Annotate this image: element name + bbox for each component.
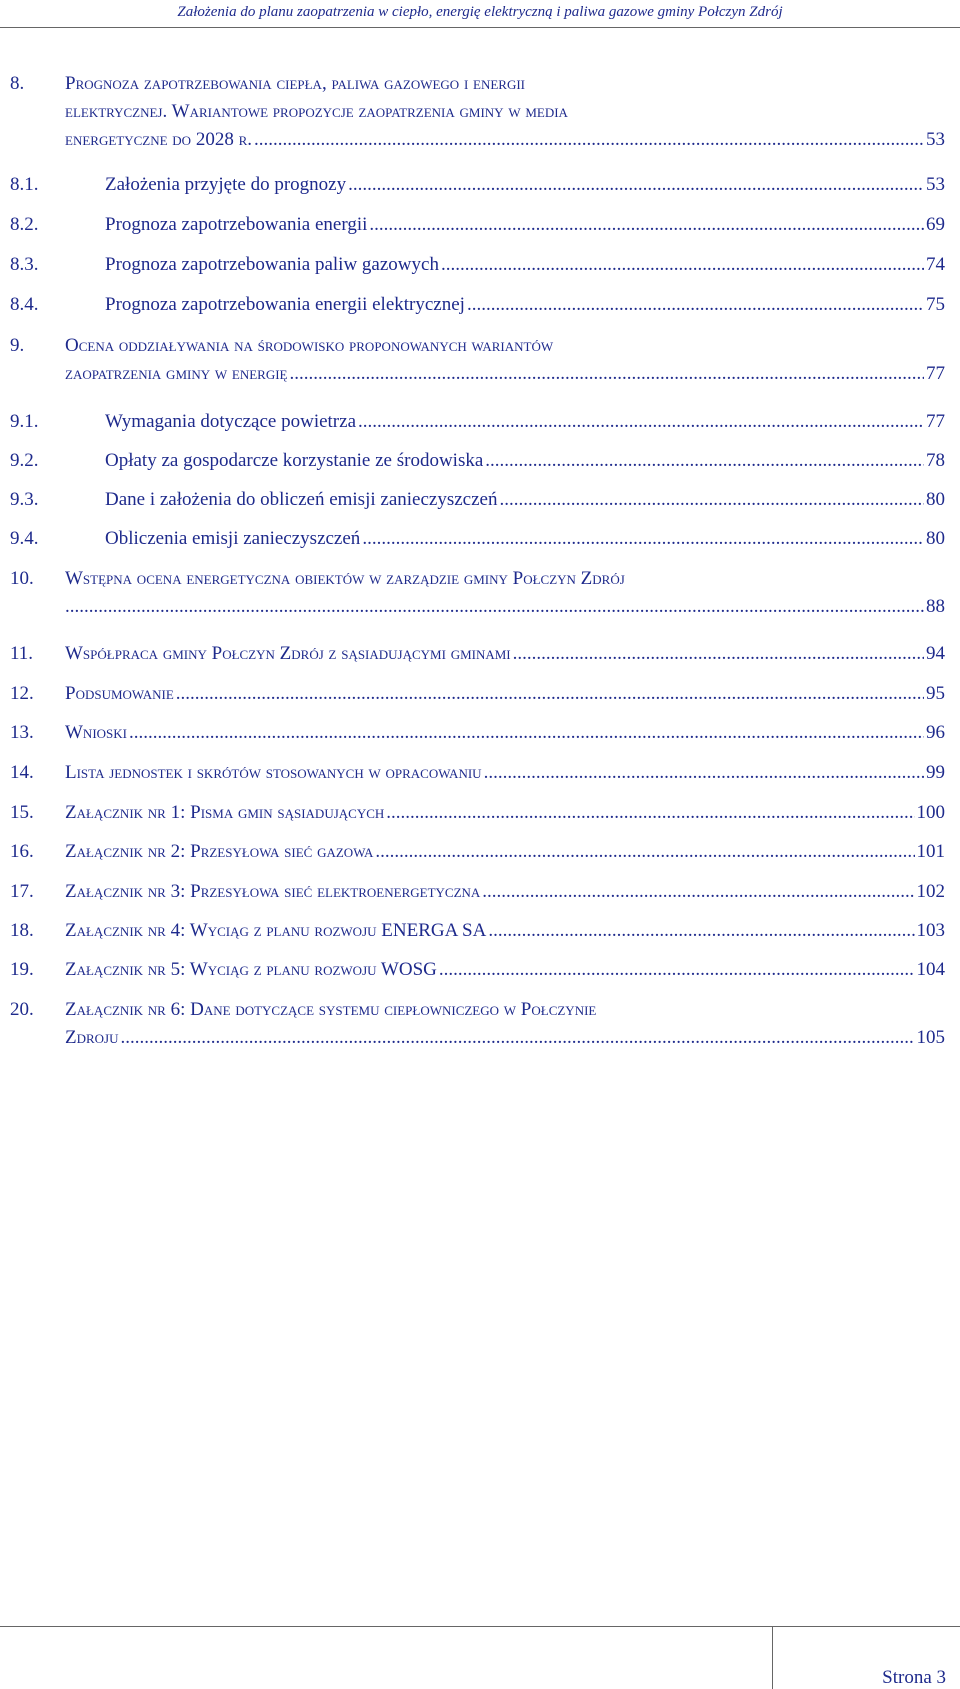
running-header [0,0,960,30]
toc-page-number: 94 [926,643,945,664]
toc-line [105,408,945,436]
toc-line [105,171,945,199]
toc-entry-body [65,996,945,1052]
toc-line [65,759,945,787]
toc-page-number: 77 [926,411,945,432]
toc-entry-body [105,486,945,514]
toc-title: Zdroju [65,1027,119,1048]
toc-line [105,447,945,475]
toc-line [65,640,945,668]
toc-line [65,565,945,593]
toc-line [65,917,945,945]
toc-entry-body [65,719,945,747]
dot-leader [358,408,924,436]
dot-leader [499,486,924,514]
toc-number: 15. [10,802,34,823]
toc-title: Wnioski [65,722,127,743]
toc-number: 8.4. [10,294,39,315]
toc-page-number: 77 [926,363,945,384]
dot-leader [441,251,924,279]
toc-page-number: 95 [926,683,945,704]
toc-title: Wymagania dotyczące powietrza [105,411,356,432]
dot-leader [65,593,924,621]
page-number-label: Strona 3 [882,1667,946,1688]
toc-title: Opłaty za gospodarcze korzystanie ze środowiska [105,450,484,471]
toc-title: Współpraca gminy Połczyn Zdrój z sąsiadującymi gminami [65,643,511,664]
toc-entry-10[interactable] [10,565,945,621]
toc-entry-body [65,838,945,866]
toc-line [65,70,945,98]
toc-line [65,956,945,984]
toc-page-number: 102 [916,881,945,902]
toc-entry-9[interactable] [10,332,945,388]
header-rule [0,27,960,28]
toc-title: Prognoza zapotrzebowania energii [105,214,368,235]
toc-title: Założenia przyjęte do prognozy [105,174,347,195]
toc-line [65,593,945,621]
toc-number: 8.2. [10,214,39,235]
toc-title: Lista jednostek i skrótów stosowanych w opracowaniu [65,762,482,783]
toc-line [65,126,945,154]
toc-line [105,251,945,279]
toc-number: 17. [10,881,34,902]
toc-number: 18. [10,920,34,941]
toc-entry-body [105,525,945,553]
toc-page-number: 69 [926,214,945,235]
toc-number: 8. [10,73,25,94]
toc-entry-body [105,408,945,436]
toc-title: Załącznik nr 5: Wyciąg z planu rozwoju WOSG [65,959,437,980]
toc-entry-8[interactable] [10,70,945,154]
toc-number: 13. [10,722,34,743]
toc-page-number: 74 [926,254,945,275]
toc-line [65,719,945,747]
toc-entry-body [65,70,945,154]
toc-entry-body [65,956,945,984]
toc-number: 9.4. [10,528,39,549]
toc-number: 9.3. [10,489,39,510]
toc-line [105,291,945,319]
toc-entry-body [65,640,945,668]
dot-leader [484,759,924,787]
toc-line [65,799,945,827]
toc-page-number: 101 [916,841,945,862]
toc-line [105,486,945,514]
toc-entry-body [65,680,945,708]
toc-number: 11. [10,643,34,664]
toc-title: Prognoza zapotrzebowania ciepła, paliwa gazowego i energii [65,73,526,94]
toc-number: 20. [10,999,34,1020]
toc-line [65,680,945,708]
toc-entry-body [105,447,945,475]
toc-page-number: 88 [926,596,945,617]
toc-title: Prognoza zapotrzebowania paliw gazowych [105,254,439,275]
toc-page-number: 99 [926,762,945,783]
toc-line [65,1024,945,1052]
toc-number: 8.1. [10,174,39,195]
dot-leader [254,126,924,154]
dot-leader [121,1024,915,1052]
toc-number: 16. [10,841,34,862]
toc-title: Dane i założenia do obliczeń emisji zanieczyszczeń [105,489,498,510]
dot-leader [439,956,915,984]
toc-entry-body [105,171,945,199]
toc-title: Załącznik nr 6: Dane dotyczące systemu ciepłowniczego w Połczynie [65,999,597,1020]
toc-title: zaopatrzenia gminy w energię [65,363,288,384]
dot-leader [362,525,924,553]
toc-line [65,878,945,906]
toc-number: 9.1. [10,411,39,432]
toc-page-number: 100 [916,802,945,823]
toc-title: energetyczne do 2028 r. [65,129,252,150]
toc-line [65,98,945,126]
dot-leader [488,917,914,945]
toc-title: Załącznik nr 3: Przesyłowa sieć elektroenergetyczna [65,881,481,902]
toc-page-number: 80 [926,489,945,510]
toc-page-number: 53 [926,129,945,150]
toc-title: Prognoza zapotrzebowania energii elektrycznej [105,294,465,315]
toc-title: elektrycznej. Wariantowe propozycje zaopatrzenia gminy w media [65,101,568,122]
toc-title: Załącznik nr 1: Pisma gmin sąsiadujących [65,802,385,823]
toc-page-number: 80 [926,528,945,549]
dot-leader [348,171,924,199]
toc-page-number: 53 [926,174,945,195]
toc-title: Obliczenia emisji zanieczyszczeń [105,528,361,549]
toc-line [65,996,945,1024]
toc-number: 9. [10,335,25,356]
toc-page-number: 105 [916,1027,945,1048]
toc-number: 9.2. [10,450,39,471]
dot-leader [369,211,924,239]
toc-number: 8.3. [10,254,39,275]
toc-title: Wstępna ocena energetyczna obiektów w zarządzie gminy Połczyn Zdrój [65,568,625,589]
dot-leader [129,719,924,747]
toc-line [65,360,945,388]
toc-entry-body [65,565,945,621]
dot-leader [289,360,924,388]
toc-entry-body [65,799,945,827]
toc-entry-20[interactable] [10,996,945,1052]
toc-number: 19. [10,959,34,980]
toc-entry-body [105,251,945,279]
toc-entry-body [65,759,945,787]
dot-leader [176,680,924,708]
toc-line [105,525,945,553]
toc-page-number: 103 [916,920,945,941]
toc-entry-body [65,332,945,388]
toc-line [65,332,945,360]
toc-title: Załącznik nr 4: Wyciąg z planu rozwoju ENERGA SA [65,920,487,941]
toc-entry-body [105,291,945,319]
toc-number: 12. [10,683,34,704]
toc-entry-body [65,878,945,906]
header-title: Założenia do planu zaopatrzenia w ciepło, energię elektryczną i paliwa gazowe gminy Połczyn Zdrój [177,4,783,20]
toc-line [65,838,945,866]
toc-line [105,211,945,239]
toc-number: 14. [10,762,34,783]
dot-leader [482,878,914,906]
toc-title: Podsumowanie [65,683,174,704]
toc-entry-body [105,211,945,239]
dot-leader [386,799,914,827]
toc-page-number: 75 [926,294,945,315]
dot-leader [467,291,924,319]
toc-title: Ocena oddziaływania na środowisko proponowanych wariantów [65,335,554,356]
dot-leader [513,640,924,668]
dot-leader [485,447,924,475]
dot-leader [375,838,914,866]
toc-title: Załącznik nr 2: Przesyłowa sieć gazowa [65,841,374,862]
toc-number: 10. [10,568,34,589]
toc-page-number: 96 [926,722,945,743]
toc-page-number: 104 [916,959,945,980]
toc-page-number: 78 [926,450,945,471]
toc-entry-body [65,917,945,945]
